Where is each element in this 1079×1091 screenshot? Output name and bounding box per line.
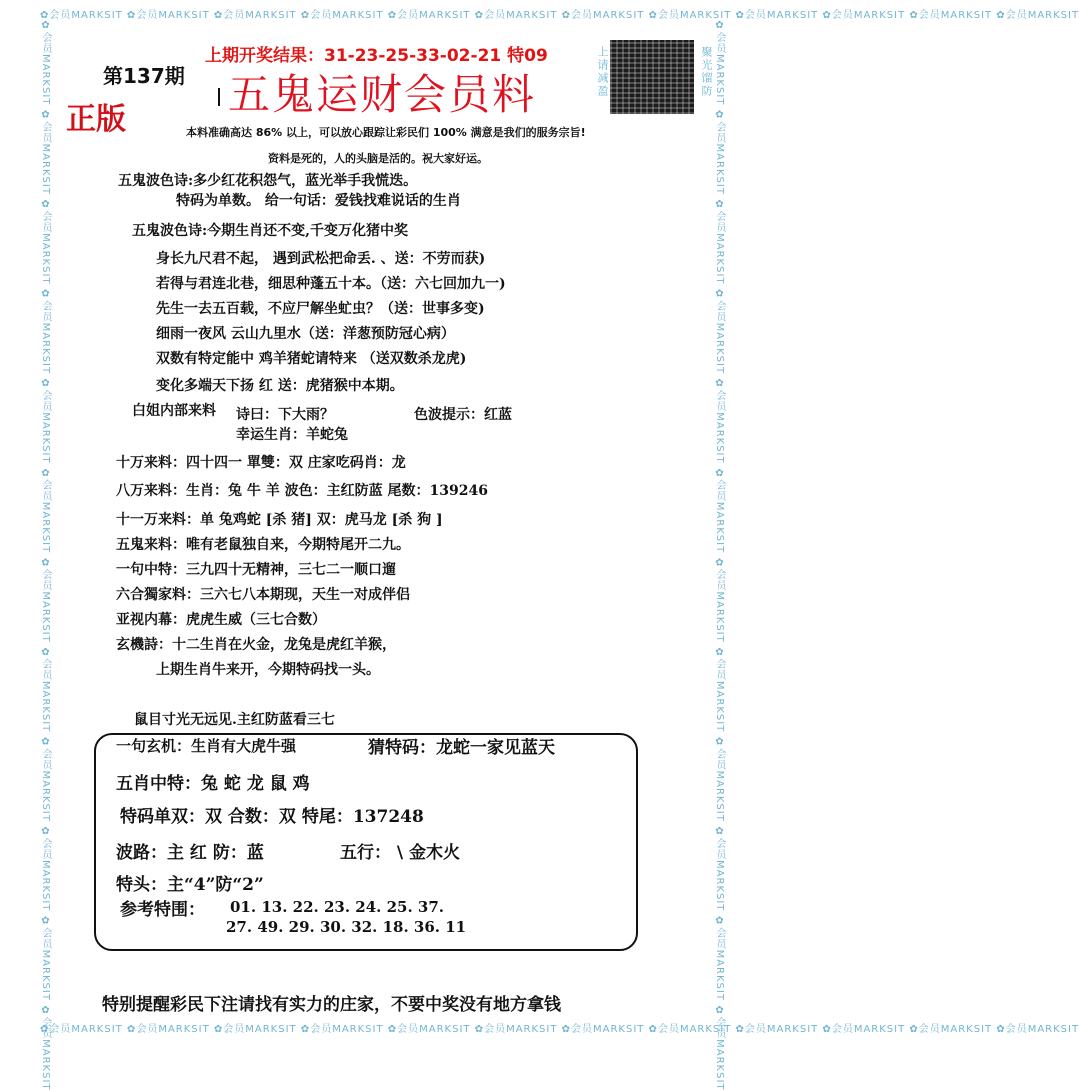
poem2-line: 若得与君连北巷，细思种蓬五十本。（送：六七回加九一) (156, 276, 506, 292)
side-caption-left: 上请减盈 (596, 46, 609, 98)
poem2-line: 双数有特定能中 鸡羊猪蛇请特来 （送双数杀龙虎) (156, 351, 467, 367)
info-item: 十一万来料：单 兔鸡蛇 [杀 猪] 双：虎马龙 [杀 狗 ] (116, 512, 443, 528)
poem2-line: 先生一去五百载，不应尸解坐虻虫？（送：世事多变) (156, 301, 485, 317)
five-zodiac-line: 五肖中特：兔 蛇 龙 鼠 鸡 (116, 774, 310, 794)
title-divider (218, 88, 220, 106)
issue-number: 第137期 (103, 64, 185, 88)
poem2-line: 细雨一夜风 云山九里水（送：洋葱预防冠心病） (156, 326, 455, 342)
right-border-watermark: ✿会员MARKSIT ✿会员MARKSIT ✿会员MARKSIT ✿会员MARKSIT ✿会员MARKSIT ✿会员MARKSIT ✿会员MARKSIT ✿会员MARKSIT ✿会员MARKSIT ✿会员MARKSIT ✿会员MARKSIT ✿会员MARKSIT (714, 20, 725, 1091)
tagline-good-luck: 资料是死的，人的头脑是活的。祝大家好运。 (268, 152, 488, 165)
info-item: 十万来料：四十四一 單雙：双 庄家吃码肖：龙 (116, 455, 406, 471)
riddle-line: 一句玄机：生肖有大虎牛强 (116, 737, 297, 755)
footer-reminder: 特别提醒彩民下注请找有实力的庄家，不要中奖没有地方拿钱 (102, 995, 561, 1015)
wuxing-line: 五行： \ 金木火 (340, 843, 461, 863)
mouse-line: 鼠目寸光无远见.主红防蓝看三七 (134, 712, 335, 728)
last-draw-result: 上期开奖结果：31-23-25-33-02-21 特09 (205, 46, 548, 66)
inside-poem: 诗曰：下大雨？ (236, 407, 334, 423)
tagline-accuracy: 本料准确高达 86% 以上，可以放心跟踪让彩民们 100% 满意是我们的服务宗旨! (186, 126, 586, 139)
lucky-zodiac: 幸运生肖：羊蛇兔 (236, 427, 348, 443)
wave-line: 波路：主 红 防：蓝 (116, 843, 264, 863)
reference-label: 参考特围： (120, 900, 205, 920)
info-item: 上期生肖牛来开，今期特码找一头。 (156, 662, 380, 678)
poem2-line: 身长九尺君不起， 遇到武松把命丢. 、送：不劳而获) (156, 251, 486, 267)
odd-even-line: 特码单双：双 合数：双 特尾：137248 (120, 807, 424, 827)
poem2-line: 五鬼波色诗:今期生肖还不变,千变万化猪中奖 (132, 223, 409, 239)
head-line: 特头：主“4”防“2” (116, 875, 264, 895)
poem2-line: 变化多端天下扬 红 送：虎猪猴中本期。 (156, 378, 404, 394)
info-item: 亚视内幕：虎虎生威（三七合数） (116, 612, 326, 628)
left-border-watermark: ✿会员MARKSIT ✿会员MARKSIT ✿会员MARKSIT ✿会员MARKSIT ✿会员MARKSIT ✿会员MARKSIT ✿会员MARKSIT ✿会员MARKSIT ✿会员MARKSIT ✿会员MARKSIT ✿会员MARKSIT ✿会员MARKSIT (40, 20, 51, 1091)
poem1-line: 特码为单数。 给一句话：爱钱找难说话的生肖 (176, 193, 461, 209)
info-item: 一句中特：三九四十无精神，三七二一顺口遛 (116, 562, 396, 578)
inside-label: 白姐内部来料 (132, 403, 216, 419)
bottom-border-watermark: ✿会员MARKSIT ✿会员MARKSIT ✿会员MARKSIT ✿会员MARKSIT ✿会员MARKSIT ✿会员MARKSIT ✿会员MARKSIT ✿会员MARKSIT ✿会员MARKSIT ✿会员MARKSIT ✿会员MARKSIT ✿会员MARKSIT (40, 1024, 1079, 1035)
genuine-stamp: 正版 (66, 102, 126, 137)
top-border-watermark: ✿会员MARKSIT ✿会员MARKSIT ✿会员MARKSIT ✿会员MARKSIT ✿会员MARKSIT ✿会员MARKSIT ✿会员MARKSIT ✿会员MARKSIT ✿会员MARKSIT ✿会员MARKSIT ✿会员MARKSIT ✿会员MARKSIT (40, 10, 1079, 21)
info-item: 五鬼来料：唯有老鼠独自来，今期特尾开二九。 (116, 537, 410, 553)
info-item: 六合獨家料：三六七八本期现，天生一对成伴侣 (116, 587, 410, 603)
side-caption-right: 聚光馏防 (700, 46, 713, 98)
poem1-line: 五鬼波色诗:多少红花积怨气，蓝光举手我慌迭。 (118, 173, 418, 189)
qr-code-image (610, 40, 694, 114)
guess-line: 猜特码：龙蛇一家见蓝天 (368, 738, 555, 758)
info-item: 玄機詩：十二生肖在火金，龙兔是虎红羊猴， (116, 637, 396, 653)
color-hint: 色波提示：红蓝 (414, 407, 512, 423)
page-title: 五鬼运财会员料 (228, 70, 537, 119)
reference-numbers: 01. 13. 22. 23. 24. 25. 37. (230, 898, 445, 916)
reference-numbers: 27. 49. 29. 30. 32. 18. 36. 11 (226, 918, 467, 936)
info-item: 八万来料：生肖：兔 牛 羊 波色：主红防蓝 尾数：139246 (116, 483, 488, 499)
